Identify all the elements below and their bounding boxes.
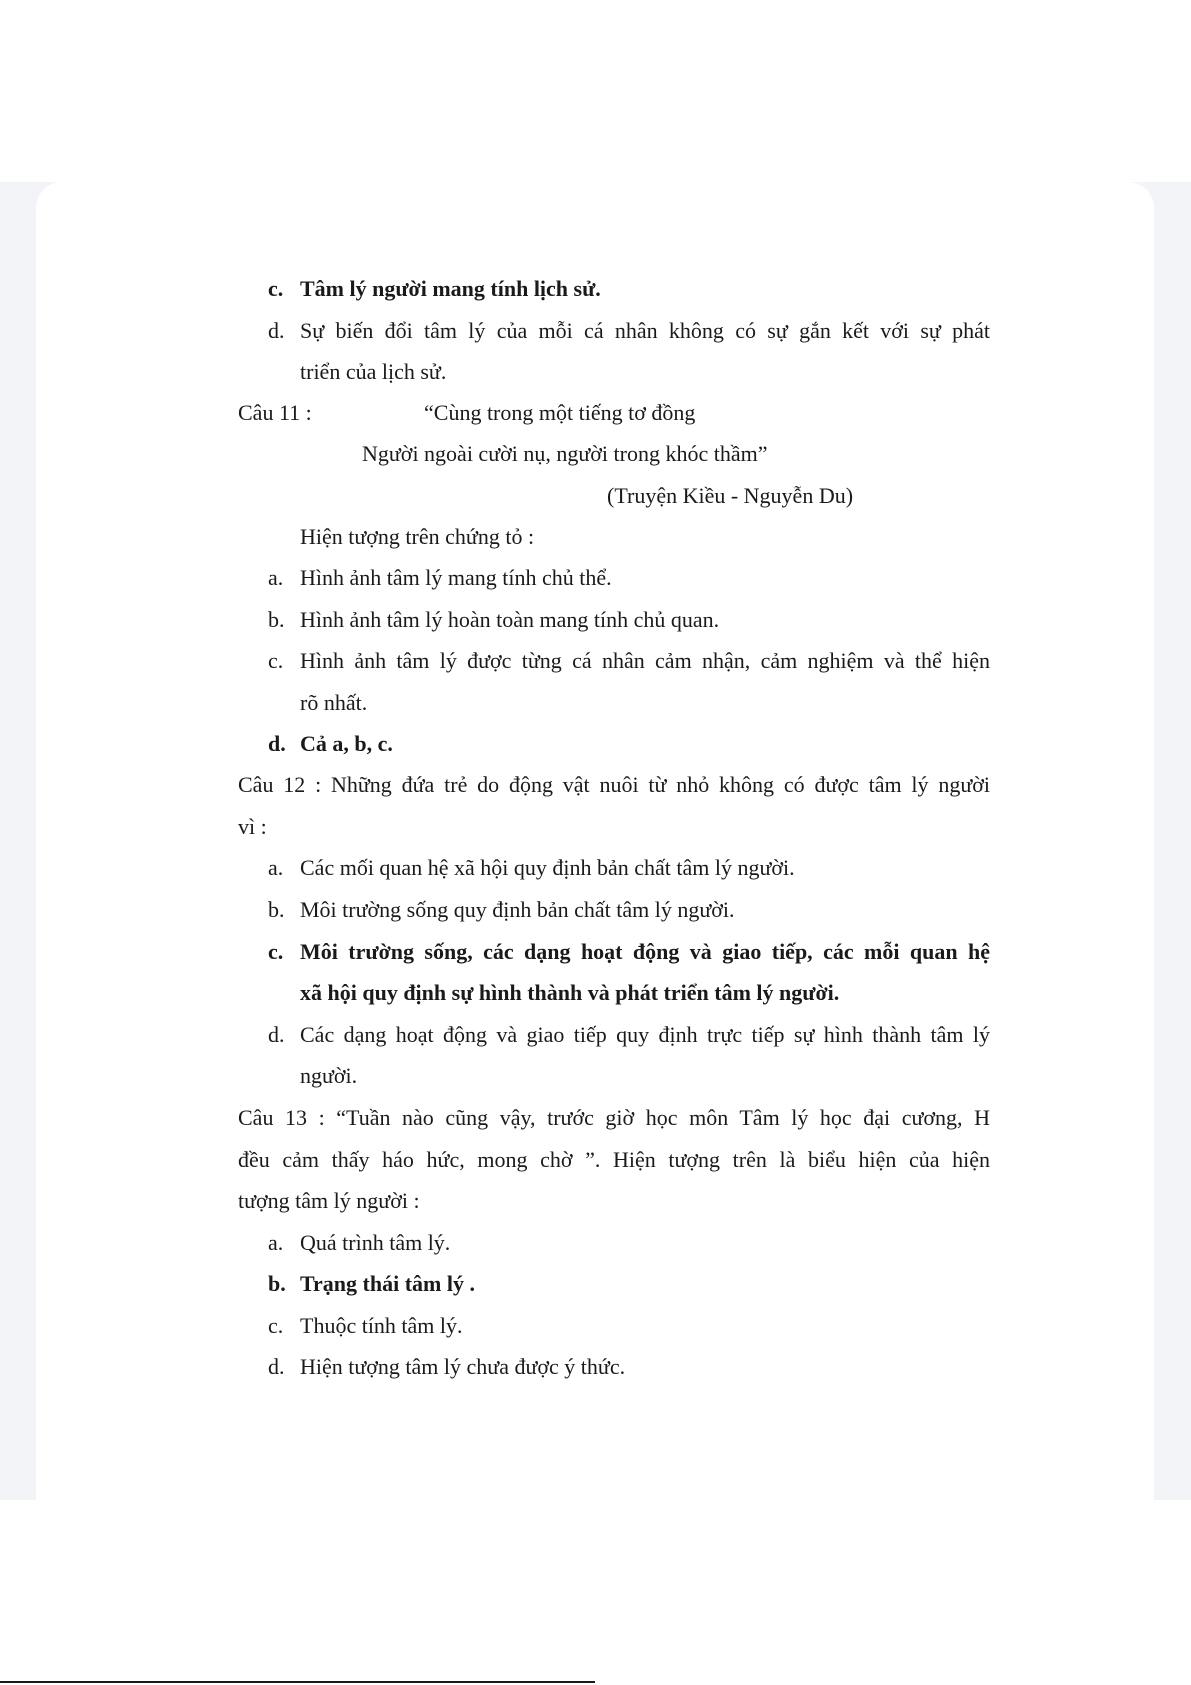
- bottom-divider: [0, 1681, 595, 1683]
- q11-option-d: d. Cả a, b, c.: [268, 731, 393, 756]
- q13-option-c: c. Thuộc tính tâm lý.: [268, 1313, 463, 1338]
- q11-option-c-cont: rõ nhất.: [300, 690, 368, 715]
- q12-stem-line-2: vì :: [238, 814, 267, 839]
- q11-option-a: a. Hình ảnh tâm lý mang tính chủ thể.: [268, 565, 612, 590]
- q13-option-d: d. Hiện tượng tâm lý chưa được ý thức.: [268, 1354, 626, 1379]
- q12-option-a: a. Các mối quan hệ xã hội quy định bản chất tâm lý người.: [268, 855, 795, 880]
- q12-option-c-cont: xã hội quy định sự hình thành và phát triển tâm lý người.: [300, 980, 840, 1005]
- q10-option-c: c. Tâm lý người mang tính lịch sử.: [268, 276, 601, 301]
- q10-option-d: d. Sự biến đổi tâm lý của mỗi cá nhân không có sự gắn kết với sự phát: [268, 318, 990, 343]
- q12-option-c: c. Môi trường sống, các dạng hoạt động và giao tiếp, các mỗi quan hệ: [268, 939, 990, 964]
- q12-option-d-cont: người.: [300, 1063, 358, 1088]
- q10-option-d-cont: triển của lịch sử.: [300, 359, 447, 384]
- q13-stem-line-1: Câu 13 : “Tuần nào cũng vậy, trước giờ học môn Tâm lý học đại cương, H: [238, 1105, 990, 1130]
- q13-stem-line-3: tượng tâm lý người :: [238, 1188, 420, 1213]
- q11-poem-line-2: Người ngoài cười nụ, người trong khóc thầm”: [362, 441, 768, 466]
- q11-option-b: b. Hình ảnh tâm lý hoàn toàn mang tính chủ quan.: [268, 607, 720, 632]
- q11-prompt: Hiện tượng trên chứng tỏ :: [300, 524, 535, 549]
- q11-label: Câu 11 :: [238, 400, 312, 425]
- q13-stem-line-2: đều cảm thấy háo hức, mong chờ ”. Hiện tượng trên là biểu hiện của hiện: [238, 1147, 990, 1172]
- q13-option-a: a. Quá trình tâm lý.: [268, 1230, 451, 1255]
- document-page: [36, 182, 1154, 1500]
- q13-option-b: b. Trạng thái tâm lý .: [268, 1271, 475, 1296]
- q12-option-d: d. Các dạng hoạt động và giao tiếp quy định trực tiếp sự hình thành tâm lý: [268, 1022, 990, 1047]
- q12-option-b: b. Môi trường sống quy định bản chất tâm lý người.: [268, 897, 735, 922]
- q12-stem-line-1: Câu 12 : Những đứa trẻ do động vật nuôi từ nhỏ không có được tâm lý người: [238, 772, 990, 797]
- q11-source: (Truyện Kiều - Nguyễn Du): [607, 483, 854, 508]
- q11-option-c: c. Hình ảnh tâm lý được từng cá nhân cảm nhận, cảm nghiệm và thể hiện: [268, 648, 990, 673]
- q11-poem-line-1: “Cùng trong một tiếng tơ đồng: [424, 400, 696, 425]
